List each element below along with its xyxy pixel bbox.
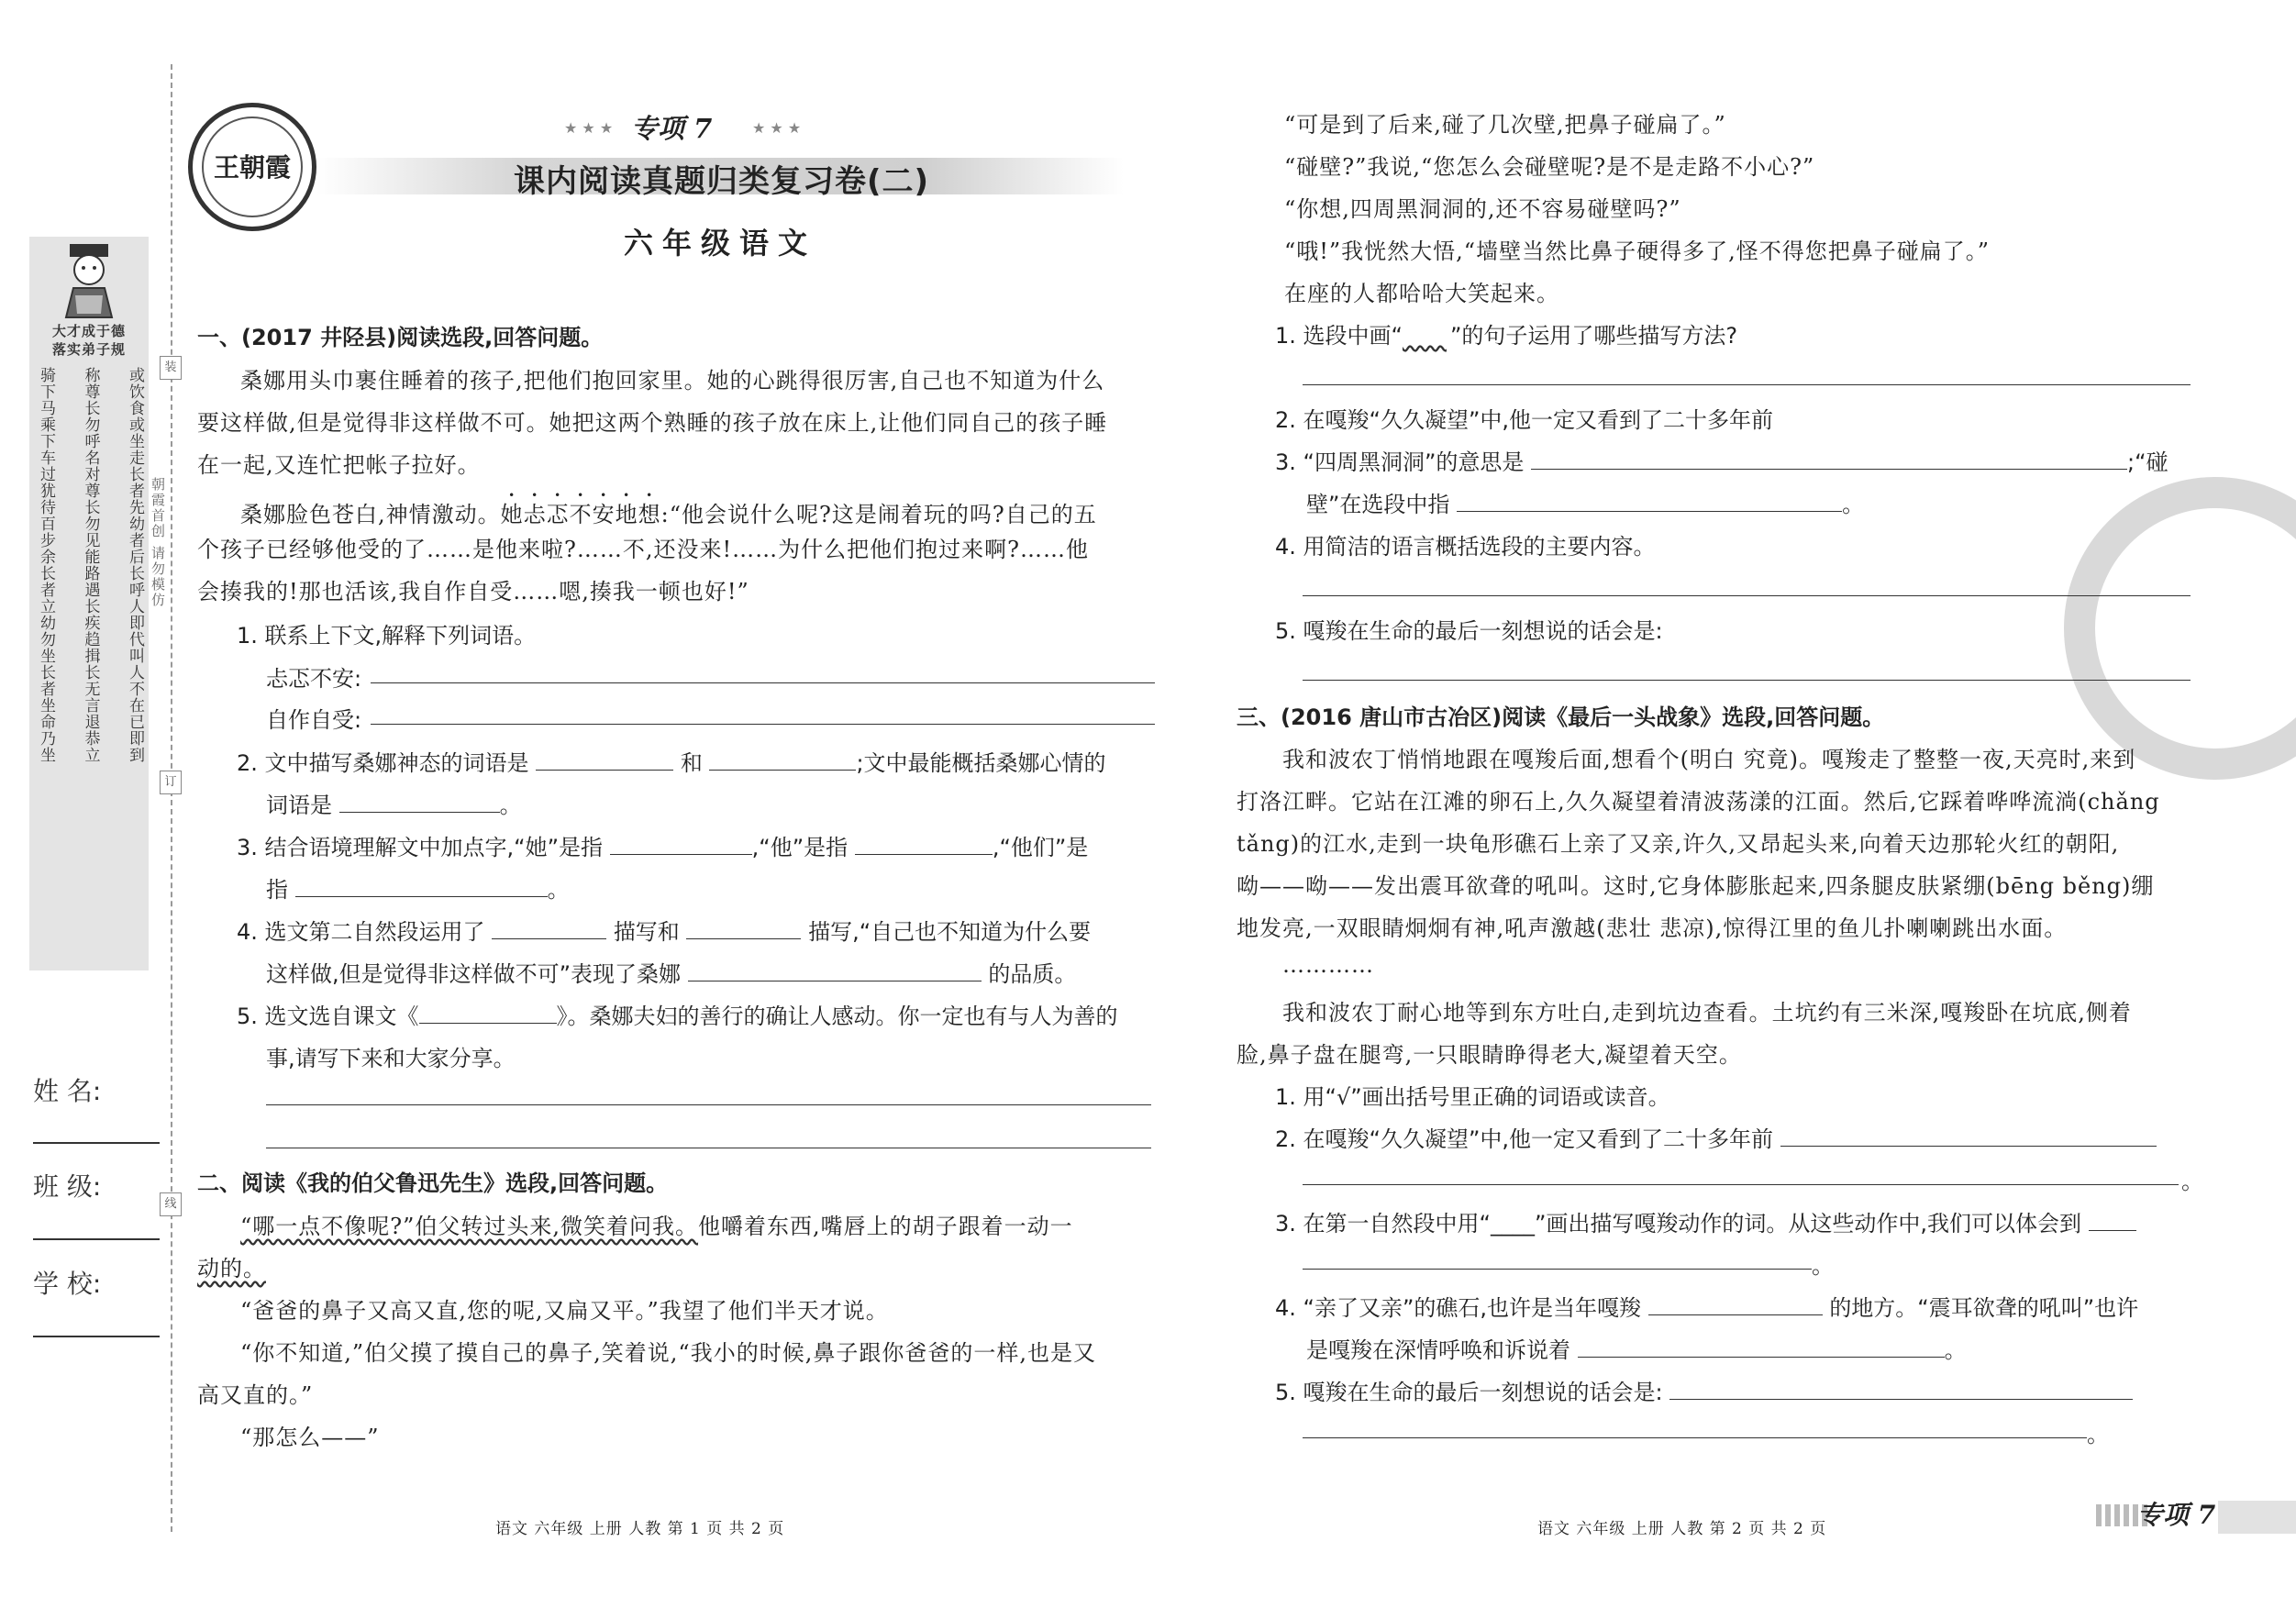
- question-2: [1275, 1121, 2157, 1153]
- question-text: 的品质。: [988, 961, 1077, 987]
- brand-logo: [188, 103, 316, 231]
- answer-blank[interactable]: [536, 751, 673, 771]
- binding-line: [171, 64, 172, 1532]
- answer-blank[interactable]: [686, 920, 801, 939]
- answer-blank[interactable]: [688, 962, 982, 981]
- section-3-title: 三、(2016 唐山市古冶区)阅读《最后一头战象》选段,回答问题。: [1237, 704, 1885, 730]
- answer-line[interactable]: [1303, 1183, 2179, 1185]
- question-text: 3. 在第一自然段中用“____”画出描写嘎羧动作的词。从这些动作中,我们可以体会到: [1275, 1211, 2082, 1237]
- question-2: 2. 在嘎羧“久久凝望”中,他一定又看到了二十多年前: [1275, 407, 1774, 433]
- school-field[interactable]: [33, 1336, 160, 1337]
- question-text: 的地方。“震耳欲聋的吼叫”也许: [1829, 1295, 2139, 1321]
- answer-blank[interactable]: [339, 793, 500, 813]
- answer-blank[interactable]: [1669, 1381, 2133, 1400]
- question-3-cont: 壁”在选段中指 。: [1306, 492, 1865, 517]
- star-decoration-icon: ★ ★ ★: [752, 119, 802, 137]
- passage-line: 桑娜用头巾裹住睡着的孩子,把他们抱回家里。她的心跳得很厉害,自己也不知道为什么: [240, 368, 1105, 394]
- question-text: 词语是: [266, 793, 332, 818]
- question-5-cont: 事,请写下来和大家分享。: [266, 1046, 516, 1071]
- question-text: 壁”在选段中指: [1306, 492, 1450, 517]
- question-3-cont: 指 。: [266, 877, 570, 903]
- class-field[interactable]: [33, 1238, 160, 1240]
- watermark-seal-icon: [2064, 477, 2296, 780]
- sentence-end-mark: 。: [1944, 1337, 1967, 1363]
- passage-line: 高又直的。”: [197, 1382, 314, 1408]
- question-text: 3. 结合语境理解文中加点字,“她”是指: [237, 835, 604, 860]
- question-text: 这样做,但是觉得非这样做不可”表现了桑娜: [266, 961, 682, 987]
- passage-line: “你想,四周黑洞洞的,还不容易碰壁吗?”: [1284, 196, 1681, 222]
- passage-line: 地发亮,一双眼睛炯炯有神,吼声激越(悲壮 悲凉),惊得江里的鱼儿扑喇喇跳出水面。: [1237, 915, 2068, 941]
- question-text: 5. 嘎羧在生命的最后一刻想说的话会是:: [1275, 1380, 1663, 1405]
- passage-line: “爸爸的鼻子又高又直,您的呢,又扁又平。”我望了他们半天才说。: [240, 1298, 889, 1324]
- binding-marker-zhuang: 装: [160, 356, 182, 380]
- footer-right: 语文 六年级 上册 人教 第 2 页 共 2 页: [1537, 1520, 1827, 1538]
- passage-line: 在座的人都哈哈大笑起来。: [1284, 281, 1559, 306]
- question-5: [1275, 1374, 2133, 1406]
- answer-line[interactable]: [1303, 679, 2191, 681]
- passage-line: 要这样做,但是觉得非这样做不可。她把这两个熟睡的孩子放在床上,让他们同自己的孩子睡: [197, 410, 1108, 436]
- answer-blank[interactable]: [1648, 1296, 1823, 1315]
- answer-line[interactable]: [371, 723, 1155, 725]
- answer-line[interactable]: [1303, 1436, 2087, 1438]
- question-text: 4. 选文第二自然段运用了: [237, 919, 485, 945]
- side-notice: 朝霞首创 请勿模仿: [150, 477, 166, 608]
- series-label: 专项 7: [631, 113, 713, 144]
- passage-line: 呦——呦——发出震耳欲聋的吼叫。这时,它身体膨胀起来,四条腿皮肤紧绷(bēng běng)绷: [1237, 873, 2155, 899]
- rule-column: 或饮食或坐走长者先幼者后长呼人即代叫人不在已即到: [126, 367, 144, 763]
- sentence-end-mark: 。: [1812, 1253, 1834, 1279]
- question-1: [1275, 317, 1737, 349]
- passage-line: 脸,鼻子盘在腿弯,一只眼睛睁得老大,凝望着天空。: [1237, 1042, 1742, 1068]
- passage-line: “碰壁?”我说,“您怎么会碰壁呢?是不是走路不小心?”: [1284, 154, 1815, 180]
- term-label: 忐忑不安:: [266, 666, 362, 692]
- answer-blank[interactable]: [1780, 1127, 2157, 1147]
- question-text: 描写,“自己也不知道为什么要: [808, 919, 1092, 945]
- rule-column: 骑下马乘下车过犹待百步余长者立幼勿坐长者坐命乃坐: [37, 367, 55, 763]
- passage-line: [240, 489, 1097, 528]
- name-label: 姓 名:: [33, 1076, 102, 1106]
- question-text: 2. 文中描写桑娜神态的词语是: [237, 750, 529, 776]
- answer-line[interactable]: [1303, 594, 2191, 596]
- question-text: ,“他们”是: [992, 835, 1089, 860]
- answer-blank[interactable]: [709, 751, 856, 771]
- question-1: 1. 用“√”画出括号里正确的词语或读音。: [1275, 1084, 1670, 1110]
- question-3: [1275, 444, 2168, 476]
- passage-line: [240, 1208, 1073, 1240]
- passage-line: 会揍我的!那也活该,我自作自受……嗯,揍我一顿也好!”: [197, 579, 749, 604]
- answer-blank[interactable]: [1531, 450, 2127, 470]
- star-decoration-icon: ★ ★ ★: [564, 119, 614, 137]
- question-text: 1. 选段中画“: [1275, 323, 1403, 349]
- ellipsis-line: …………: [1282, 952, 1374, 978]
- question-4-cont: [1306, 1332, 1967, 1364]
- passage-line: 我和波农丁悄悄地跟在嘎羧后面,想看个(明白 究竟)。嘎羧走了整整一夜,天亮时,来到: [1282, 747, 2136, 772]
- question-text: ”的句子运用了哪些描写方法?: [1449, 323, 1738, 349]
- question-2-cont: 词语是 。: [266, 793, 522, 818]
- answer-line[interactable]: [266, 1103, 1151, 1105]
- wavy-sentence: 动的。: [197, 1256, 266, 1281]
- scholar-figure-icon: [48, 240, 130, 319]
- passage-text: 桑娜脸色苍白,神情激动。: [240, 502, 501, 527]
- question-text: 2. 在嘎羧“久久凝望”中,他一定又看到了二十多年前: [1275, 1126, 1774, 1152]
- dizigui-rules: [37, 367, 143, 954]
- answer-blank[interactable]: [610, 836, 752, 855]
- rule-column: 称尊长勿呼名对尊长勿见能路遇长疾趋揖长无言退恭立: [81, 367, 100, 763]
- question-text: 是嘎羧在深情呼唤和诉说着: [1306, 1337, 1570, 1363]
- question-3: [1275, 1205, 2136, 1237]
- answer-line[interactable]: [371, 682, 1155, 683]
- section-1-title: 一、(2017 井陉县)阅读选段,回答问题。: [197, 325, 604, 350]
- passage-line: 个孩子已经够他受的了……是他来啦?……不,还没来!……为什么把他们抱过来啊?……他: [197, 537, 1090, 562]
- binding-marker-xian: 线: [160, 1192, 182, 1216]
- tag-bar: [2218, 1501, 2296, 1534]
- answer-line[interactable]: [1303, 383, 2191, 385]
- question-4: 4. 用简洁的语言概括选段的主要内容。: [1275, 534, 1656, 560]
- answer-blank[interactable]: [1578, 1338, 1945, 1358]
- question-1: 1. 联系上下文,解释下列词语。: [237, 623, 537, 649]
- question-text: ;文中最能概括桑娜心情的: [856, 750, 1106, 776]
- answer-blank[interactable]: [295, 878, 548, 897]
- name-field[interactable]: [33, 1142, 160, 1144]
- question-3: [237, 829, 1088, 861]
- footer-left: 语文 六年级 上册 人教 第 1 页 共 2 页: [495, 1520, 785, 1538]
- question-4-cont: [266, 956, 1076, 988]
- wavy-marker: [1403, 323, 1450, 349]
- term-label: 自作自受:: [266, 707, 362, 733]
- answer-blank[interactable]: [492, 920, 606, 939]
- question-4: [1275, 1290, 2138, 1322]
- passage-line: [197, 1250, 266, 1282]
- answer-blank[interactable]: [1457, 493, 1842, 512]
- question-4: [237, 914, 1091, 946]
- question-text: 和: [680, 750, 703, 776]
- question-5: 5. 嘎羧在生命的最后一刻想说的话会是:: [1275, 618, 1663, 644]
- passage-line: 我和波农丁耐心地等到东方吐白,走到坑边查看。土坑约有三米深,嘎羧卧在坑底,侧着: [1282, 1000, 2132, 1026]
- passage-line: “哦!”我恍然大悟,“墙壁当然比鼻子硬得多了,怪不得您把鼻子碰扁了。”: [1284, 238, 1990, 264]
- sentence-end-mark: 。: [2181, 1169, 2203, 1194]
- question-5: [237, 998, 1118, 1030]
- passage-line: “可是到了后来,碰了几次壁,把鼻子碰扁了。”: [1284, 112, 1726, 138]
- passage-text: 他嚼着东西,嘴唇上的胡子跟着一动一: [698, 1214, 1073, 1239]
- section-tag: 专项 7: [2137, 1500, 2216, 1530]
- passage-line: tǎng)的江水,走到一块龟形礁石上亲了又亲,许久,又昂起头来,向着天边那轮火红的朝阳,: [1237, 831, 2120, 857]
- binding-marker-ding: 订: [160, 771, 182, 794]
- school-label: 学 校:: [33, 1269, 102, 1299]
- wavy-sentence: “哪一点不像呢?”伯父转过头来,微笑着问我。: [240, 1214, 699, 1239]
- passage-line: 在一起,又连忙把帐子拉好。: [197, 452, 481, 478]
- section-2-title: 二、阅读《我的伯父鲁迅先生》选段,回答问题。: [197, 1170, 669, 1196]
- passage-line: 打洛江畔。它站在江滩的卵石上,久久凝望着清波荡漾的江面。然后,它踩着哗哗流淌(chǎng: [1237, 789, 2160, 815]
- answer-line[interactable]: [1303, 1268, 1812, 1270]
- question-text: 》。桑娜夫妇的善行的确让人感动。你一定也有与人为善的: [556, 1004, 1118, 1029]
- question-text: 4. “亲了又亲”的礁石,也许是当年嘎羧: [1275, 1295, 1642, 1321]
- answer-blank[interactable]: [2089, 1212, 2136, 1231]
- logo-text: 王朝霞: [213, 152, 291, 183]
- answer-line[interactable]: [266, 1147, 1151, 1148]
- question-text: 3. “四周黑洞洞”的意思是: [1275, 449, 1525, 475]
- passage-line: “那怎么——”: [240, 1425, 380, 1450]
- passage-line: “你不知道,”伯父摸了摸自己的鼻子,笑着说,“我小的时候,鼻子跟你爸爸的一样,也是又: [240, 1340, 1096, 1366]
- answer-blank[interactable]: [855, 836, 993, 855]
- sentence-end-mark: 。: [2087, 1422, 2109, 1447]
- passage-text: “他会说什么呢?这是闹着玩的吗?自己的五: [669, 502, 1097, 527]
- question-text: 5. 选文选自课文《: [237, 1004, 419, 1029]
- class-label: 班 级:: [33, 1171, 102, 1202]
- answer-blank[interactable]: [419, 1004, 557, 1024]
- question-text: ;“碰: [2127, 449, 2168, 475]
- question-text: 描写和: [613, 919, 680, 945]
- motto-line-2: 落实弟子规: [51, 341, 126, 358]
- motto-line-1: 大才成于德: [51, 323, 126, 339]
- question-2: [237, 745, 1106, 777]
- page-title: 课内阅读真题归类复习卷(二): [514, 163, 930, 200]
- question-text: 指: [266, 877, 288, 903]
- dotted-text: 她忐忑不安地想:: [500, 502, 670, 527]
- subject-title: 六年级语文: [624, 226, 817, 261]
- question-text: ,“他”是指: [751, 835, 849, 860]
